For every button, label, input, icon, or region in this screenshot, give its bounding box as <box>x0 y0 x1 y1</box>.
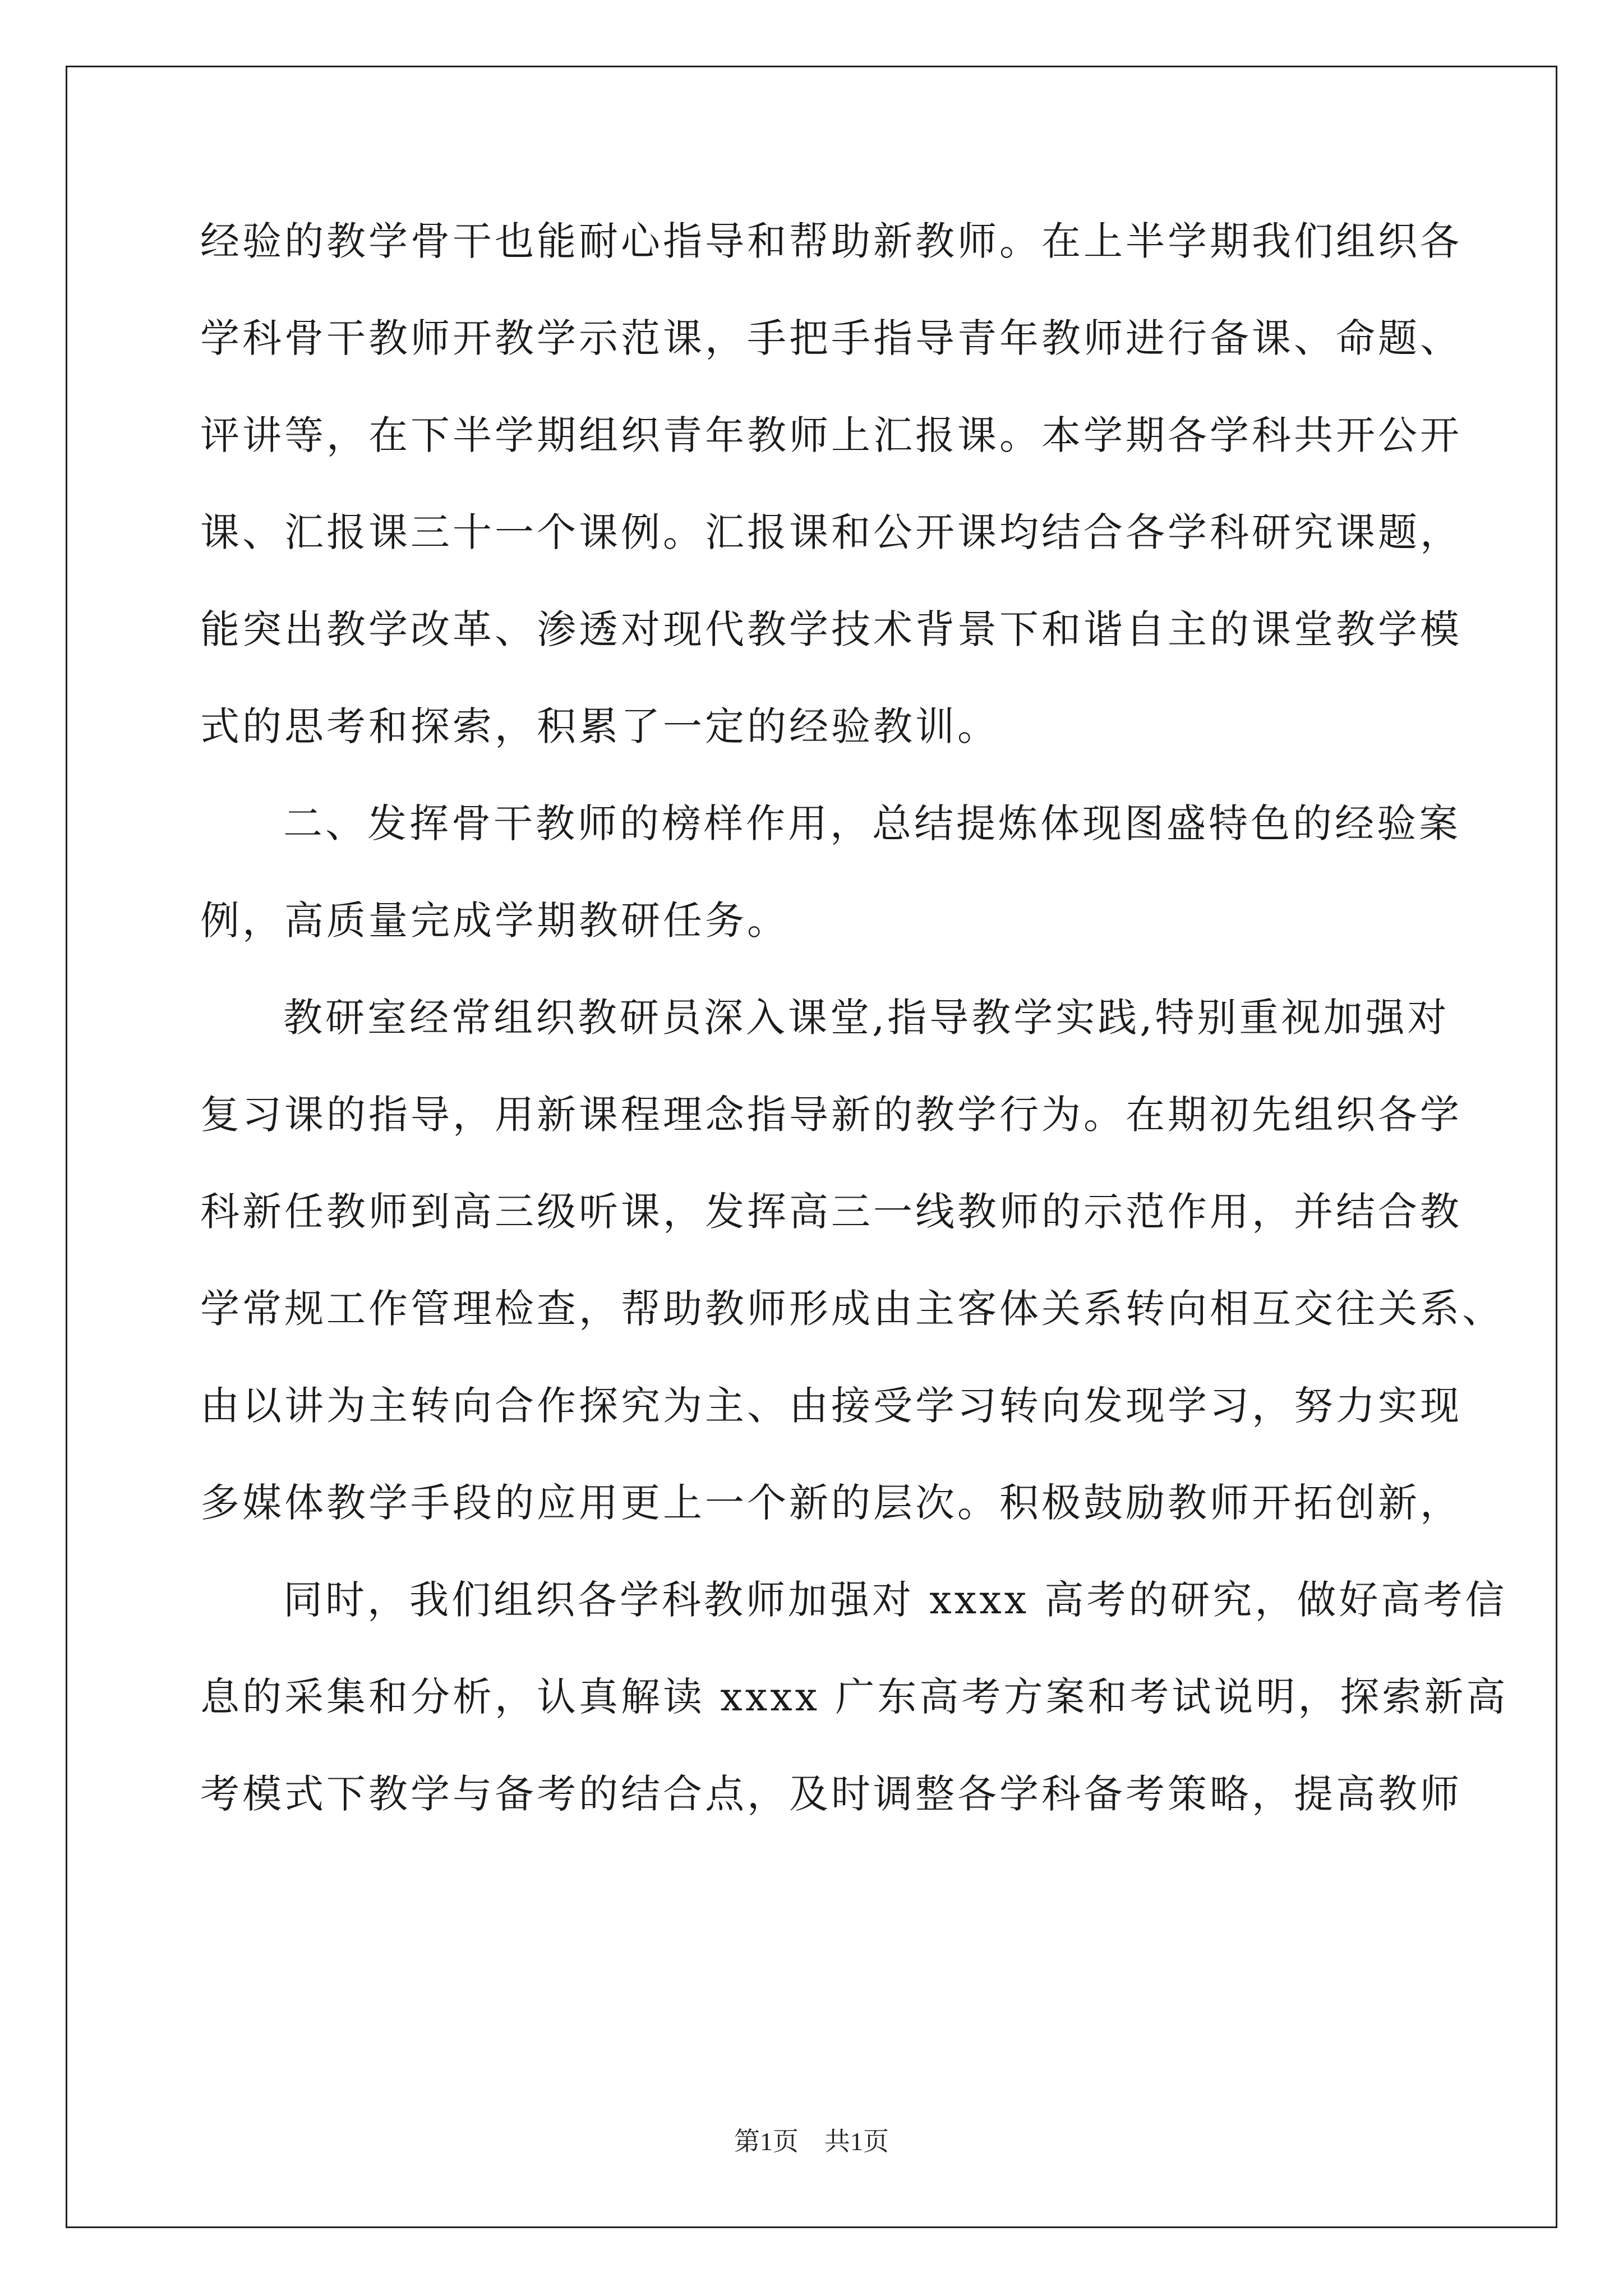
page-number-footer: 第1页 共1页 <box>734 2127 889 2156</box>
paragraph-first-line: 教研室经常组织教研员深入课堂,指导教学实践,特别重视加强对 <box>283 995 1450 1041</box>
text-line: 评讲等，在下半学期组织青年教师上汇报课。本学期各学科共开公开 <box>200 412 1462 458</box>
paragraph-first-line: 同时，我们组织各学科教师加强对 xxxx 高考的研究，做好高考信 <box>283 1577 1507 1623</box>
text-line: 式的思考和探索，积累了一定的经验教训。 <box>200 703 999 749</box>
section-heading-line: 二、发挥骨干教师的榜样作用，总结提炼体现图盛特色的经验案 <box>283 800 1461 846</box>
text-line: 考模式下教学与备考的结合点，及时调整各学科备考策略，提高教师 <box>200 1771 1462 1817</box>
text-line: 复习课的指导，用新课程理念指导新的教学行为。在期初先组织各学 <box>200 1092 1462 1138</box>
document-body <box>200 213 1509 1863</box>
text-line: 息的采集和分析，认真解读 xxxx 广东高考方案和考试说明，探索新高 <box>200 1674 1509 1720</box>
text-line: 多媒体教学手段的应用更上一个新的层次。积极鼓励教师开拓创新， <box>200 1480 1462 1526</box>
text-line: 课、汇报课三十一个课例。汇报课和公开课均结合各学科研究课题， <box>200 509 1462 555</box>
text-line: 学科骨干教师开教学示范课，手把手指导青年教师进行备课、命题、 <box>200 315 1462 361</box>
text-line: 科新任教师到高三级听课，发挥高三一线教师的示范作用，并结合教 <box>200 1189 1462 1235</box>
text-line: 由以讲为主转向合作探究为主、由接受学习转向发现学习，努力实现 <box>200 1383 1462 1429</box>
section-heading-line: 例，高质量完成学期教研任务。 <box>200 898 789 944</box>
text-line: 经验的教学骨干也能耐心指导和帮助新教师。在上半学期我们组织各 <box>200 218 1462 264</box>
text-line: 能突出教学改革、渗透对现代教学技术背景下和谐自主的课堂教学模 <box>200 606 1462 652</box>
text-line: 学常规工作管理检查，帮助教师形成由主客体关系转向相互交往关系、 <box>200 1286 1504 1332</box>
